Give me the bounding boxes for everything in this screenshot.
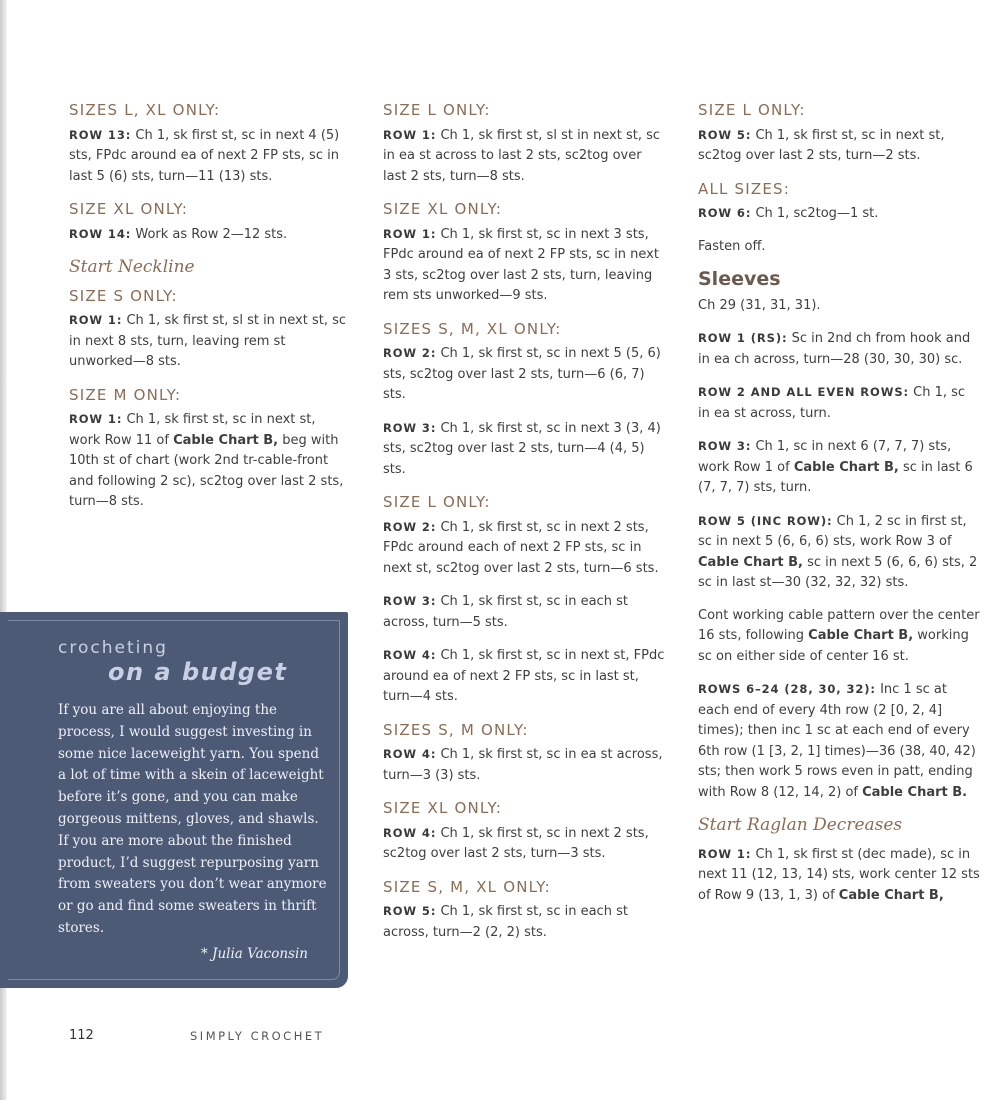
instruction-text: Ch 1, sk first st, sc in each st across, turn—2 (2, 2) sts. <box>383 904 628 940</box>
instruction-text: Ch 1, sk first st, sc in each st across, turn—5 sts. <box>383 594 628 630</box>
instruction-text: Ch 1, sk first st, sc in next 2 sts, FPdc around each of next 2 FP sts, sc in next st, sc2tog over last 2 sts, turn—6 sts. <box>383 519 659 576</box>
instruction-text: Ch 1, sk first st (dec made), sc in next 11 (12, 13, 14) sts, work center 12 sts of Row 9 (13, 1, 3) of <box>698 846 980 903</box>
size-heading: SIZES S, M ONLY: <box>383 720 529 739</box>
row-label: ROW 3: <box>383 420 437 435</box>
instruction-paragraph <box>383 744 665 786</box>
instruction-paragraph: Fasten off. <box>698 238 766 254</box>
instruction-text: Ch 1, sk first st, sc in next st, sc2tog over last 2 sts, turn—2 sts. <box>698 127 945 163</box>
instruction-text: Ch 1, sk first st, sc in ea st across, turn—3 (3) sts. <box>383 747 663 783</box>
instruction-text: sc in next 5 (6, 6, 6) sts, 2 sc in last st—30 (32, 32, 32) sts. <box>698 554 978 590</box>
chart-reference: Cable Chart B, <box>838 887 944 903</box>
instruction-paragraph <box>69 409 349 513</box>
row-label: ROW 4: <box>383 825 437 840</box>
size-heading: SIZE L ONLY: <box>383 101 491 119</box>
instruction-text: Ch 1, sk first st, sc in next 3 sts, FPdc around ea of next 2 FP sts, sc in next 3 sts, sc2tog over last 2 sts, turn, leaving rem sts unworked—9 sts. <box>383 226 659 303</box>
size-heading: SIZES S, M, XL ONLY: <box>383 319 562 338</box>
size-heading: SIZE M ONLY: <box>69 385 182 404</box>
column-1 <box>69 100 349 525</box>
chart-reference: Cable Chart B. <box>862 784 968 800</box>
chart-reference: Cable Chart B, <box>173 432 279 448</box>
row-label: ROW 2: <box>383 519 437 534</box>
instruction-paragraph <box>698 844 980 907</box>
size-heading: SIZES L, XL ONLY: <box>69 101 221 119</box>
instruction-text: beg with 10th st of chart (work 2nd tr-cable-front and following 2 sc), sc2tog over last 2 sts, turn—8 sts. <box>69 432 344 509</box>
sidebar-title-line-1: crocheting <box>58 638 168 658</box>
instruction-text: Sc in 2nd ch from hook and in ea ch across, turn—28 (30, 30, 30) sc. <box>698 331 971 367</box>
row-label: ROWS 6–24 (28, 30, 32): <box>698 682 876 696</box>
instruction-text: Ch 1, sk first st, sc in next 5 (5, 6) sts, sc2tog over last 2 sts, turn—6 (6, 7) sts. <box>383 346 661 402</box>
chart-reference: Cable Chart B, <box>793 459 899 475</box>
row-label: ROW 13: <box>69 127 132 142</box>
instruction-text: Ch 1, sc2tog—1 st. <box>751 206 879 221</box>
instruction-text: Work as Row 2—12 sts. <box>131 226 288 242</box>
instruction-text: sc in last 6 (7, 7, 7) sts, turn. <box>698 459 973 495</box>
instruction-text: Ch 1, sc in next 6 (7, 7, 7) sts, work Row 1 of <box>698 439 952 475</box>
instruction-paragraph <box>698 511 980 594</box>
tip-sidebar <box>0 612 348 988</box>
instruction-paragraph <box>69 125 349 188</box>
instruction-text: Cont working cable pattern over the center 16 sts, following <box>698 607 980 643</box>
instruction-paragraph <box>69 224 349 246</box>
row-label: ROW 4: <box>383 747 437 761</box>
size-heading: ALL SIZES: <box>698 179 791 198</box>
chart-reference: Cable Chart B, <box>698 554 803 570</box>
instruction-text: Ch 1, sk first st, sl st in next st, sc in next 8 sts, turn, leaving rem st unworked—8 sts. <box>69 313 347 369</box>
sidebar-signature: * Julia Vaconsin <box>200 946 308 962</box>
instruction-paragraph <box>698 125 980 167</box>
chart-reference: Cable Chart B, <box>808 628 914 643</box>
instruction-paragraph <box>383 224 665 307</box>
row-label: ROW 5: <box>383 904 437 918</box>
instruction-text: Ch 1, sk first st, sl st in next st, sc in ea st across to last 2 sts, sc2tog over last 2 sts, turn—8 sts. <box>383 127 661 184</box>
size-heading: SIZE S, M, XL ONLY: <box>383 877 551 896</box>
column-3 <box>698 100 980 918</box>
row-label: ROW 3: <box>698 439 752 453</box>
row-label: ROW 5 (INC ROW): <box>698 513 833 528</box>
size-heading: SIZE L ONLY: <box>383 493 491 511</box>
sidebar-body: If you are all about enjoying the process, I would suggest investing in some nice laceweight yarn. You spend a lot of time with a skein of laceweight before it’s gone, and you can make gorgeous mittens, gloves, and shawls. If you are more about the finished product, I’d suggest repurposing yarn from sweaters you don’t wear anymore or go and find some sweaters in thrift stores. <box>58 702 327 936</box>
instruction-text: Ch 1, 2 sc in first st, sc in next 5 (6, 6, 6) sts, work Row 3 of <box>698 513 967 549</box>
row-label: ROW 2: <box>383 346 437 360</box>
size-heading: SIZE XL ONLY: <box>383 799 503 817</box>
row-label: ROW 14: <box>69 226 132 241</box>
instruction-text: Ch 1, sk first st, sc in next st, work Row 11 of <box>69 412 316 448</box>
running-head: SIMPLY CROCHET <box>190 1029 325 1043</box>
instruction-paragraph: Ch 29 (31, 31, 31). <box>698 297 821 313</box>
instruction-text: Ch 1, sk first st, sc in next 2 sts, sc2tog over last 2 sts, turn—3 sts. <box>383 825 649 861</box>
section-subheading: Start Raglan Decreases <box>698 815 903 835</box>
instruction-paragraph <box>383 517 665 580</box>
instruction-text: Ch 1, sk first st, sc in next 3 (3, 4) sts, sc2tog over last 2 sts, turn—4 (4, 5) sts. <box>383 420 661 477</box>
instruction-paragraph <box>383 125 665 188</box>
row-label: ROW 1: <box>69 412 123 426</box>
instruction-paragraph <box>383 418 665 481</box>
row-label: ROW 1: <box>383 127 437 142</box>
row-label: ROW 1: <box>69 313 123 327</box>
instruction-paragraph <box>698 203 980 225</box>
instruction-text: Ch 1, sk first st, sc in next 4 (5) sts, FPdc around ea of next 2 FP sts, sc in last 5 (6) sts, turn—11 (13) sts. <box>69 127 340 184</box>
row-label: ROW 2 AND ALL EVEN ROWS: <box>698 385 909 399</box>
instruction-paragraph <box>383 343 665 406</box>
size-heading: SIZE XL ONLY: <box>69 200 189 218</box>
size-heading: SIZE S ONLY: <box>69 286 178 305</box>
instruction-paragraph <box>698 436 980 499</box>
section-heading-sleeves: Sleeves <box>698 268 781 290</box>
row-label: ROW 1: <box>698 846 752 861</box>
instruction-paragraph <box>383 645 665 708</box>
section-subheading: Start Neckline <box>69 257 195 277</box>
instruction-paragraph <box>383 823 665 865</box>
instruction-paragraph <box>698 679 980 803</box>
instruction-text: working sc on either side of center 16 st. <box>698 628 969 664</box>
instruction-paragraph <box>69 310 349 373</box>
instruction-text: Ch 1, sk first st, sc in next st, FPdc around ea of next 2 FP sts, sc in last st, turn—4 sts. <box>383 648 665 704</box>
instruction-text: Ch 1, sc in ea st across, turn. <box>698 385 966 421</box>
instruction-paragraph <box>698 606 980 668</box>
page-number: 112 <box>69 1028 94 1043</box>
row-label: ROW 1: <box>383 226 437 241</box>
row-label: ROW 1 (RS): <box>698 331 788 345</box>
instruction-paragraph <box>383 901 665 943</box>
column-2 <box>383 100 665 955</box>
instruction-paragraph <box>383 591 665 633</box>
sidebar-title-line-2: on a budget <box>108 658 288 686</box>
row-label: ROW 6: <box>698 206 752 220</box>
instruction-paragraph <box>698 382 980 424</box>
row-label: ROW 5: <box>698 127 752 142</box>
row-label: ROW 3: <box>383 594 437 608</box>
row-label: ROW 4: <box>383 648 437 662</box>
size-heading: SIZE XL ONLY: <box>383 200 503 218</box>
size-heading: SIZE L ONLY: <box>698 101 806 119</box>
instruction-text: Inc 1 sc at each end of every 4th row (2 [0, 2, 4] times); then inc 1 sc at each end of every 6th row (1 [3, 2, 1] times)—36 (38, 40, 42) sts; then work 5 rows even in patt, ending with Row 8 (12, 14, 2) of <box>698 682 976 800</box>
instruction-paragraph <box>698 328 980 370</box>
